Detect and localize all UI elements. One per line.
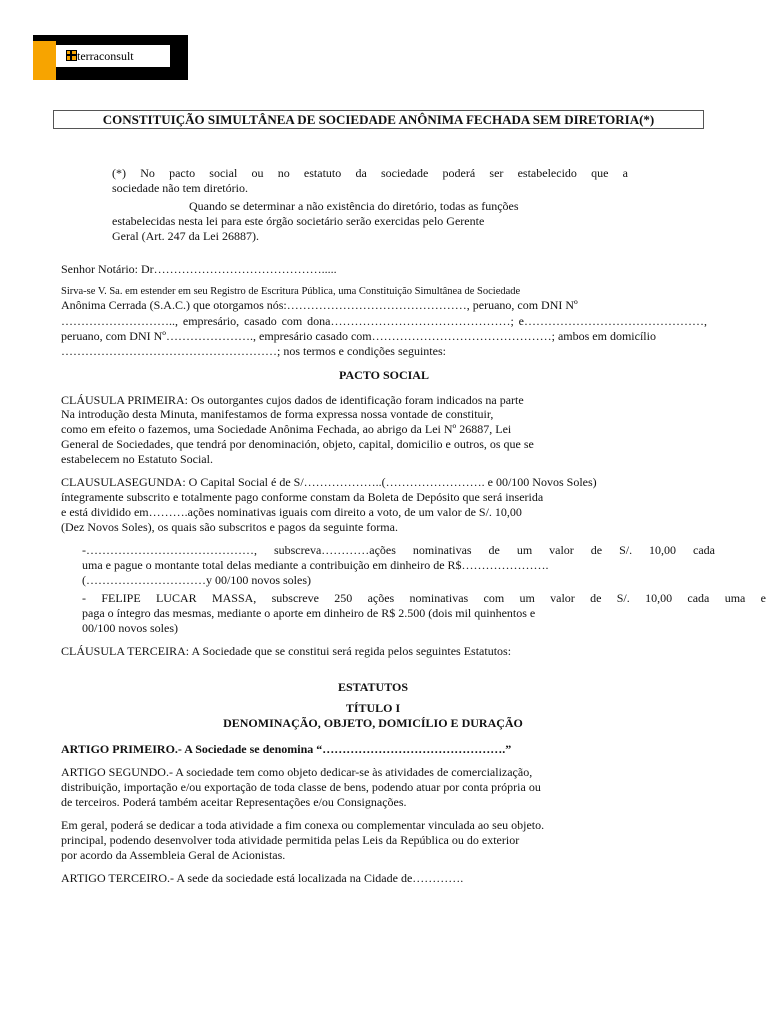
clausula-2-line-2: íntegramente subscrito e totalmente pago conforme constam da Boleta de Depósito que será inserida [61,490,544,504]
artigo-3: ARTIGO TERCEIRO.- A sede da sociedade está localizada na Cidade de…………. [61,871,464,885]
clausula-3: CLÁUSULA TERCEIRA: A Sociedade que se constitui será regida pelos seguintes Estatutos: [61,644,512,658]
subscriber-2-line-3: 00/100 novos soles) [82,621,178,635]
note-line-5: Geral (Art. 247 da Lei 26887). [112,229,259,243]
artigo-2-line-1: ARTIGO SEGUNDO.- A sociedade tem como objeto dedicar-se às atividades de comercialização, [61,765,533,779]
intro-line-2: Anônima Cerrada (S.A.C.) que otorgamos nós:………………………………………, peruano, com DNI Nº [61,298,578,312]
artigo-2-line-2: distribuição, importação e/ou exportação de toda classe de bens, podendo atuar por conta própria ou [61,780,541,794]
logo-mark-icon [66,50,77,61]
intro-line-4: peruano, com DNI Nº…………………., empresário casado com………………………………………; ambos em domicílio [61,329,656,343]
note-line-1: (*) No pacto social ou no estatuto da sociedade poderá ser estabelecido que a [112,166,628,180]
geral-line-1: Em geral, poderá se dedicar a toda atividade a fim conexa ou complementar vinculada ao seu objeto. [61,818,545,832]
geral-line-2: principal, podendo desenvolver toda atividade permitida pelas Leis da República ou do exterior [61,833,520,847]
subscriber-1-line-1: -……………………………………, subscreva…………ações nominativas de um valor de S/. 10,00 cada [82,543,715,557]
clausula-2-line-1: CLAUSULASEGUNDA: O Capital Social é de S/………………..(……………………. e 00/100 Novos Soles) [61,475,597,489]
logo-text: terraconsult [77,49,134,63]
geral-line-3: por acordo da Assembleia Geral de Acionistas. [61,848,286,862]
note-line-3: Quando se determinar a não existência do diretório, todas as funções [189,199,519,213]
document-title: CONSTITUIÇÃO SIMULTÂNEA DE SOCIEDADE ANÔNIMA FECHADA SEM DIRETORIA(*) [53,110,704,129]
titulo-1-heading: TÍTULO I [345,701,401,715]
artigo-1: ARTIGO PRIMEIRO.- A Sociedade se denomina “……………………………………….” [61,742,512,756]
subscriber-2-line-2: paga o íntegro das mesmas, mediante o aporte em dinheiro de R$ 2.500 (dois mil quinhentos e [82,606,536,620]
logo-accent-bar [33,41,56,80]
clausula-1-line-5: estabelecem no Estatuto Social. [61,452,213,466]
subscriber-1-line-2: uma e pague o montante total delas mediante a contribuição em dinheiro de R$…………………. [82,558,549,572]
clausula-1-line-3: como em efeito o fazemos, uma Sociedade Anônima Fechada, ao abrigo da Lei Nº 26887, Lei [61,422,512,436]
pacto-social-heading: PACTO SOCIAL [339,368,429,382]
subscriber-1-line-3: (…………………………y 00/100 novos soles) [82,573,311,587]
notary-salutation: Senhor Notário: Dr……………………………………..... [61,262,337,276]
clausula-1-line-1: CLÁUSULA PRIMEIRA: Os outorgantes cujos dados de identificação foram indicados na parte [61,393,524,407]
clausula-2-line-3: e está dividido em……….ações nominativas iguais com direito a voto, de um valor de S/. 10,00 [61,505,522,519]
subscriber-2-line-1: - FELIPE LUCAR MASSA, subscreve 250 ações nominativas com um valor de S/. 10,00 cada uma e [82,591,766,605]
intro-line-3: ……………………….., empresário, casado com dona………………………………………; e………………………………………, [61,314,707,328]
note-line-2: sociedade não tem diretório. [112,181,248,195]
intro-line-5: ………………………………………………; nos termos e condições seguintes: [61,344,446,358]
clausula-1-line-4: General de Sociedades, que tendrá por denominación, objeto, capital, domicilio e outros, os que se [61,437,534,451]
clausula-2-line-4: (Dez Novos Soles), os quais são subscritos e pagos da seguinte forma. [61,520,398,534]
intro-line-1: Sirva-se V. Sa. em estender em seu Registro de Escritura Pública, uma Constituição Simultânea de Sociedade [61,286,521,297]
estatutos-heading: ESTATUTOS [337,680,409,694]
titulo-1-subheading: DENOMINAÇÃO, OBJETO, DOMICÍLIO E DURAÇÃO [223,716,523,730]
clausula-1-line-2: Na introdução desta Minuta, manifestamos de forma expressa nossa vontade de constituir, [61,407,494,421]
artigo-2-line-3: de terceiros. Poderá também aceitar Representações e/ou Consignações. [61,795,407,809]
note-line-4: estabelecidas nesta lei para este órgão societário serão exercidas pelo Gerente [112,214,485,228]
